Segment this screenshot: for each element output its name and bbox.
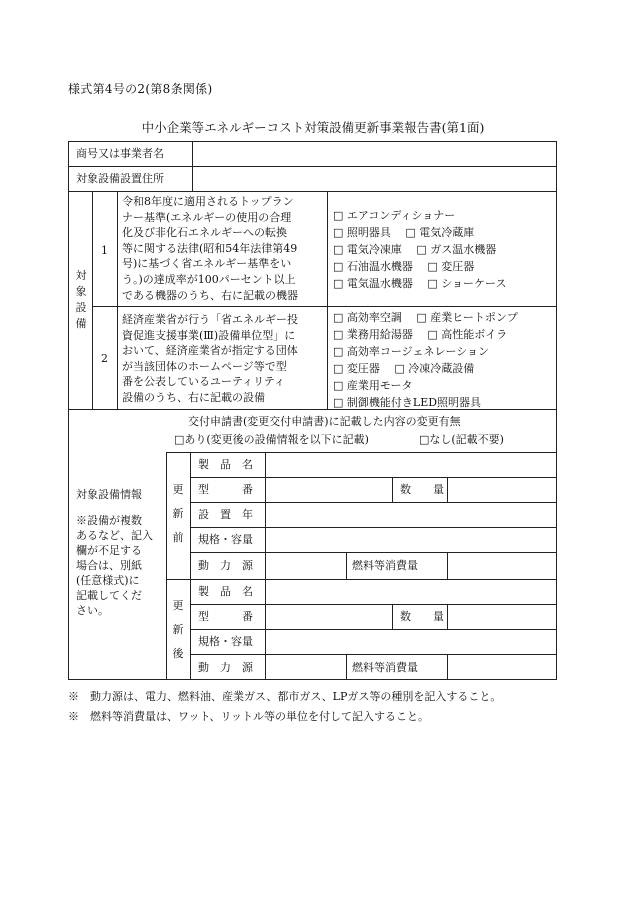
after-quantity-field[interactable] — [448, 605, 556, 629]
col-divider — [327, 191, 328, 409]
cat2-option-cogeneration[interactable]: □ 高効率コージェネレーション — [333, 345, 490, 358]
target-equipment-char: 備 — [75, 317, 87, 330]
form-number: 様式第4号の2(第8条関係) — [68, 82, 213, 96]
after-spec-label: 規格・容量 — [198, 635, 253, 648]
after-model-field[interactable] — [266, 605, 392, 629]
desc-line: 設備のうち、右に記載の設備 — [122, 390, 265, 404]
note-line: さい。 — [76, 604, 109, 617]
row-divider — [68, 409, 557, 410]
desc-line: 号)に基づく省エネルギー基準をい — [122, 257, 292, 271]
footnote-power-source: ※ 動力源は、電力、燃料油、産業ガス、都市ガス、LPガス等の種別を記入すること。 — [68, 690, 502, 703]
cat1-option-electric-heater-showcase[interactable]: □ 電気温水機器 □ ショーケース — [333, 277, 507, 290]
note-line: 欄が不足する — [76, 544, 142, 557]
note-line: ※設備が複数 — [76, 514, 142, 527]
install-address-label: 対象設備設置住所 — [76, 172, 164, 185]
equipment-info-note — [76, 513, 162, 618]
before-quantity-field[interactable] — [448, 478, 556, 502]
col-divider — [346, 654, 347, 680]
after-spec-field[interactable] — [266, 630, 556, 654]
cat1-option-aircon[interactable]: □ エアコンディショナー — [333, 209, 456, 222]
cat2-option-led[interactable]: □ 制御機能付きLED照明器具 — [333, 396, 482, 409]
desc-line: が当該団体のホームページ等で型 — [122, 359, 287, 373]
after-update-label — [171, 594, 185, 666]
col-divider — [392, 477, 393, 502]
note-line: 記載してくだ — [76, 589, 142, 602]
col-divider — [392, 604, 393, 629]
before-char: 更 — [172, 483, 184, 496]
after-product-name-label: 製 品 名 — [198, 585, 253, 598]
footnote-fuel-consumption: ※ 燃料等消費量は、ワット、リットル等の単位を付して記入すること。 — [68, 710, 430, 723]
desc-line: ナー基準(エネルギーの使用の合理 — [122, 210, 292, 224]
desc-line: 等に関する法律(昭和54年法律第49 — [122, 241, 298, 255]
target-equipment-label — [74, 268, 88, 332]
desc-line: おいて、経済産業省が指定する団体 — [122, 344, 298, 358]
after-char: 更 — [172, 599, 184, 612]
cat1-option-lighting-fridge[interactable]: □ 照明器具 □ 電気冷蔵庫 — [333, 226, 475, 239]
desc-line: 資促進支援事業(Ⅲ)設備単位型」に — [122, 328, 296, 342]
desc-line: 令和8年度に適用されるトップラン — [122, 195, 294, 208]
before-spec-label: 規格・容量 — [198, 533, 253, 546]
after-char: 新 — [172, 623, 184, 636]
after-char: 後 — [172, 647, 184, 660]
before-fuel-label: 燃料等消費量 — [352, 559, 418, 572]
before-fuel-field[interactable] — [448, 553, 556, 579]
report-title: 中小企業等エネルギーコスト対策設備更新事業報告書(第1面) — [141, 120, 485, 135]
desc-line: 番を公表しているユーティリティ — [122, 375, 286, 389]
category-2-number: 2 — [101, 352, 108, 365]
cat1-option-freezer-gas-heater[interactable]: □ 電気冷凍庫 □ ガス温水機器 — [333, 243, 497, 256]
after-power-label: 動 力 源 — [198, 661, 253, 674]
cat2-option-transformer-refrigeration[interactable]: □ 変圧器 □ 冷凍冷蔵設備 — [333, 362, 475, 375]
desc-line: う。)の達成率が100パーセント以上 — [122, 272, 296, 286]
after-power-field[interactable] — [266, 655, 346, 680]
before-quantity-label: 数 量 — [400, 483, 444, 496]
note-line: 場合は、別紙 — [76, 559, 142, 572]
col-divider — [346, 552, 347, 579]
before-model-field[interactable] — [266, 478, 392, 502]
before-char: 新 — [172, 507, 184, 520]
business-name-field[interactable] — [193, 142, 556, 166]
change-no-option[interactable]: □なし(記載不要) — [419, 433, 504, 446]
before-update-label — [171, 478, 185, 550]
note-line: あるなど、記入 — [76, 529, 153, 542]
category-1-number: 1 — [101, 244, 108, 257]
cat1-option-oil-heater-transformer[interactable]: □ 石油温水機器 □ 変圧器 — [333, 260, 475, 273]
after-fuel-label: 燃料等消費量 — [352, 661, 418, 674]
category-1-description — [122, 194, 324, 303]
before-char: 前 — [172, 531, 184, 544]
cat2-option-aircon-heatpump[interactable]: □ 高効率空調 □ 産業ヒートポンプ — [333, 311, 518, 324]
equipment-info-label: 対象設備情報 — [76, 488, 142, 501]
change-yes-option[interactable]: □あり(変更後の設備情報を以下に記載) — [174, 433, 369, 446]
before-product-name-field[interactable] — [266, 453, 556, 477]
after-quantity-label: 数 量 — [400, 610, 444, 623]
note-line: (任意様式)に — [76, 574, 140, 587]
category-2-description — [122, 312, 324, 406]
col-divider — [117, 191, 118, 409]
target-equipment-char: 象 — [75, 285, 87, 298]
target-equipment-char: 対 — [75, 269, 87, 282]
before-power-label: 動 力 源 — [198, 559, 253, 572]
desc-line: 経済産業省が行う「省エネルギー投 — [122, 313, 298, 326]
row-divider — [68, 191, 557, 192]
col-divider — [92, 191, 93, 409]
after-product-name-field[interactable] — [266, 580, 556, 604]
cat2-option-motor[interactable]: □ 産業用モータ — [333, 379, 413, 392]
before-install-year-field[interactable] — [266, 503, 556, 527]
after-model-label: 型 番 — [198, 610, 253, 623]
before-power-field[interactable] — [266, 553, 346, 579]
before-product-name-label: 製 品 名 — [198, 458, 253, 471]
desc-line: である機器のうち、右に記載の機器 — [122, 288, 298, 302]
cat2-option-water-heater-boiler[interactable]: □ 業務用給湯器 □ 高性能ボイラ — [333, 328, 508, 341]
col-divider — [190, 452, 191, 680]
before-spec-field[interactable] — [266, 528, 556, 552]
after-fuel-field[interactable] — [448, 655, 556, 680]
row-divider — [92, 306, 557, 307]
business-name-label: 商号又は事業者名 — [76, 147, 164, 160]
col-divider — [166, 452, 167, 680]
install-address-field[interactable] — [193, 167, 556, 191]
change-question: 交付申請書(変更交付申請書)に記載した内容の変更有無 — [188, 415, 461, 428]
before-install-year-label: 設 置 年 — [198, 508, 253, 521]
before-model-label: 型 番 — [198, 483, 253, 496]
desc-line: 化及び非化石エネルギーへの転換 — [122, 226, 287, 240]
target-equipment-char: 設 — [75, 301, 87, 314]
